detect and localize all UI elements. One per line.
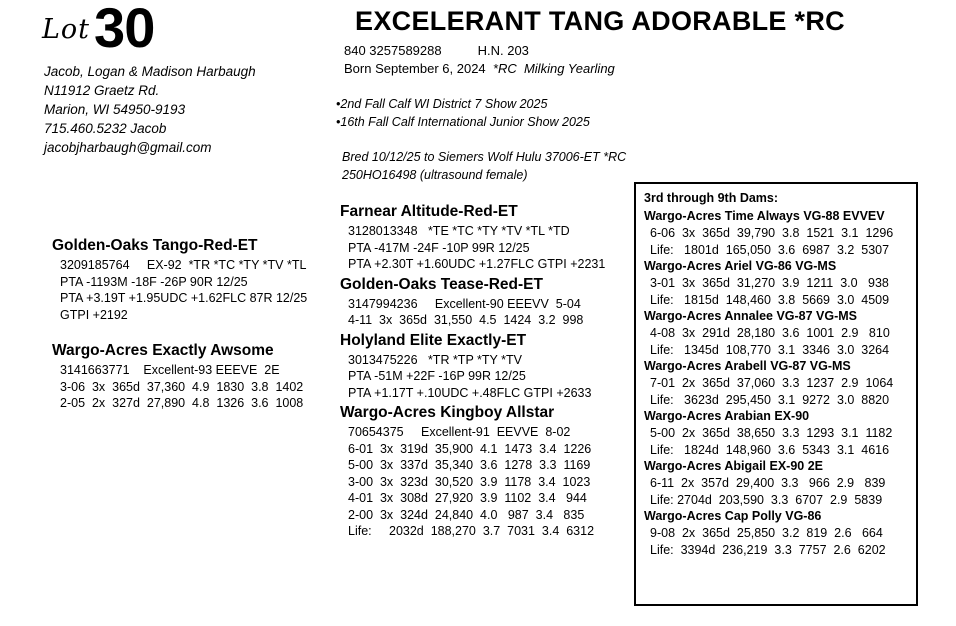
registration-number: 840 3257589288	[344, 43, 442, 58]
herd-number: H.N. 203	[477, 43, 529, 58]
breeding-detail: 250HO16498 (ultrasound female)	[342, 168, 528, 182]
dam-record: 4-08 3x 291d 28,180 3.6 1001 2.9 810	[650, 326, 890, 340]
consignor-name: Jacob, Logan & Madison Harbaugh	[44, 64, 256, 79]
pedigree-line: 3128013348 *TE *TC *TY *TV *TL *TD	[348, 224, 570, 238]
pedigree-line: 2-00 3x 324d 24,840 4.0 987 3.4 835	[348, 507, 585, 522]
dam-record: 6-06 3x 365d 39,790 3.8 1521 3.1 1296	[650, 226, 894, 240]
dam-entry	[644, 258, 908, 308]
pedigree-line: GTPI +2192	[60, 307, 128, 322]
dam-entry	[644, 508, 908, 558]
consignor-address: N11912 Graetz Rd.	[44, 83, 160, 98]
pedigree-line: PTA +1.17T +.10UDC +.48FLC GTPI +2633	[348, 385, 592, 400]
consignor-city-state: Marion, WI 54950-9193	[44, 102, 186, 117]
lot-header	[42, 0, 292, 59]
pedigree-line: 3-06 3x 365d 37,360 4.9 1830 3.8 1402	[60, 379, 304, 394]
dams-title: 3rd through 9th Dams:	[644, 191, 779, 205]
pedigree-line: PTA -51M +22F -16P 99R 12/25	[348, 369, 526, 383]
pedigree-line: 3141663771 Excellent-93 EEEVE 2E	[60, 363, 280, 377]
pedigree-line: 3013475226 *TR *TP *TY *TV	[348, 352, 522, 367]
pedigree-line: PTA +3.19T +1.95UDC +1.62FLC 87R 12/25	[60, 291, 308, 305]
dam-lifetime: Life: 1801d 165,050 3.6 6987 3.2 5307	[650, 242, 890, 257]
lot-number: 30	[94, 0, 155, 59]
pedigree-details	[52, 362, 342, 412]
dam-name: Wargo-Acres Arabian EX-90	[644, 409, 810, 423]
dam-record: 9-08 2x 365d 25,850 3.2 819 2.6 664	[650, 526, 883, 540]
animal-title: EXCELERANT TANG ADORABLE *RC	[355, 6, 845, 36]
pedigree-line: 5-00 3x 337d 35,340 3.6 1278 3.3 1169	[348, 458, 591, 472]
pedigree-entry	[340, 331, 630, 402]
pedigree-line: PTA -417M -24F -10P 99R 12/25	[348, 240, 530, 255]
pedigree-name: Wargo-Acres Exactly Awsome	[52, 342, 274, 359]
pedigree-name: Golden-Oaks Tango-Red-ET	[52, 237, 258, 254]
pedigree-entry	[52, 236, 342, 323]
pedigree-details	[340, 352, 630, 402]
dam-lifetime: Life: 3394d 236,219 3.3 7757 2.6 6202	[650, 542, 886, 557]
pedigree-line: 4-11 3x 365d 31,550 4.5 1424 3.2 998	[348, 313, 584, 327]
dam-record: 3-01 3x 365d 31,270 3.9 1211 3.0 938	[650, 276, 889, 290]
dam-entry	[644, 208, 908, 258]
dam-record: 7-01 2x 365d 37,060 3.3 1237 2.9 1064	[650, 376, 894, 390]
pedigree-line: 3209185764 EX-92 *TR *TC *TY *TV *TL	[60, 258, 307, 272]
award-item: •16th Fall Calf International Junior Show 2025	[336, 115, 590, 129]
birth-line	[344, 60, 615, 78]
pedigree-line: 4-01 3x 308d 27,920 3.9 1102 3.4 944	[348, 491, 587, 505]
dam-name: Wargo-Acres Arabell VG-87 VG-MS	[644, 359, 851, 373]
dam-lifetime: Life: 1824d 148,960 3.6 5343 3.1 4616	[650, 442, 890, 457]
pedigree-name: Golden-Oaks Tease-Red-ET	[340, 275, 543, 293]
pedigree-column-left	[52, 236, 342, 412]
lot-label: Lot	[42, 14, 91, 45]
breeding-block	[342, 148, 626, 184]
pedigree-entry	[340, 202, 630, 273]
birth-date: Born September 6, 2024	[344, 61, 486, 76]
pedigree-line: 70654375 Excellent-91 EEVVE 8-02	[348, 425, 571, 439]
award-item: •2nd Fall Calf WI District 7 Show 2025	[336, 97, 548, 111]
breeding-line: Bred 10/12/25 to Siemers Wolf Hulu 37006-ET *RC	[342, 150, 627, 164]
dam-entry	[644, 358, 908, 408]
registration-line	[344, 42, 529, 60]
dam-lifetime: Life: 1345d 108,770 3.1 3346 3.0 3264	[650, 342, 890, 357]
pedigree-line: PTA +2.30T +1.60UDC +1.27FLC GTPI +2231	[348, 257, 606, 271]
consignor-email: jacobjharbaugh@gmail.com	[44, 140, 212, 155]
pedigree-line: 6-01 3x 319d 35,900 4.1 1473 3.4 1226	[348, 441, 592, 456]
pedigree-details	[340, 424, 630, 540]
dam-name: Wargo-Acres Time Always VG-88 EVVEV	[644, 209, 885, 223]
dam-name: Wargo-Acres Annalee VG-87 VG-MS	[644, 309, 858, 323]
pedigree-column-middle	[340, 202, 630, 542]
pedigree-entry	[340, 403, 630, 540]
dam-name: Wargo-Acres Cap Polly VG-86	[644, 509, 822, 523]
animal-status: Milking Yearling	[523, 61, 615, 76]
pedigree-line: 3147994236 Excellent-90 EEEVV 5-04	[348, 296, 581, 311]
dam-entry	[644, 308, 908, 358]
dam-entry	[644, 408, 908, 458]
pedigree-entry	[340, 275, 630, 329]
pedigree-line: PTA -1193M -18F -26P 90R 12/25	[60, 274, 248, 289]
consignor-block	[44, 62, 344, 157]
dam-entry	[644, 458, 908, 508]
pedigree-name: Farnear Altitude-Red-ET	[340, 203, 518, 220]
dams-box	[634, 182, 918, 606]
pedigree-line: Life: 2032d 188,270 3.7 7031 3.4 6312	[348, 524, 595, 538]
pedigree-entry	[52, 341, 342, 412]
dam-record: 6-11 2x 357d 29,400 3.3 966 2.9 839	[650, 476, 886, 490]
dam-lifetime: Life: 2704d 203,590 3.3 6707 2.9 5839	[650, 492, 883, 507]
pedigree-line: 3-00 3x 323d 30,520 3.9 1178 3.4 1023	[348, 474, 591, 489]
pedigree-name: Holyland Elite Exactly-ET	[340, 331, 527, 349]
dam-name: Wargo-Acres Abigail EX-90 2E	[644, 459, 823, 473]
dam-name: Wargo-Acres Ariel VG-86 VG-MS	[644, 259, 837, 273]
rc-marker: *RC	[492, 61, 517, 76]
awards-block	[336, 95, 590, 131]
consignor-phone: 715.460.5232 Jacob	[44, 121, 167, 136]
pedigree-details	[52, 257, 342, 323]
dam-lifetime: Life: 3623d 295,450 3.1 9272 3.0 8820	[650, 392, 890, 407]
dam-lifetime: Life: 1815d 148,460 3.8 5669 3.0 4509	[650, 292, 890, 307]
pedigree-name: Wargo-Acres Kingboy Allstar	[340, 404, 555, 421]
pedigree-line: 2-05 2x 327d 27,890 4.8 1326 3.6 1008	[60, 396, 304, 410]
pedigree-details	[340, 223, 630, 273]
dam-record: 5-00 2x 365d 38,650 3.3 1293 3.1 1182	[650, 426, 893, 440]
pedigree-details	[340, 296, 630, 329]
